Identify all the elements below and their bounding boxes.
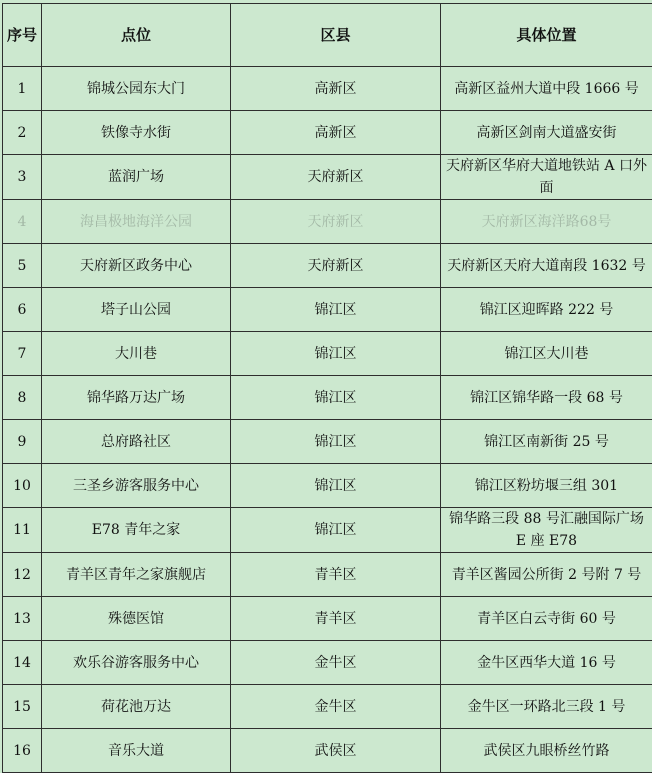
table-row [3,155,652,200]
cell-address: 锦江区大川巷 [441,332,652,376]
cell-address: 锦江区锦华路一段 68 号 [441,376,652,420]
cell-district: 金牛区 [231,641,441,685]
cell-district: 高新区 [231,67,441,111]
cell-index: 6 [3,288,42,332]
cell-index: 11 [3,508,42,553]
cell-site: 海昌极地海洋公园 [42,200,231,244]
cell-district: 金牛区 [231,685,441,729]
cell-site: 锦城公园东大门 [42,67,231,111]
header-address: 具体位置 [441,4,652,67]
cell-site: 天府新区政务中心 [42,244,231,288]
table-row [3,288,652,332]
cell-site: 殊德医馆 [42,597,231,641]
cell-site: E78 青年之家 [42,508,231,553]
cell-district: 锦江区 [231,420,441,464]
header-site: 点位 [42,4,231,67]
cell-address: 高新区剑南大道盛安街 [441,111,652,155]
cell-site: 锦华路万达广场 [42,376,231,420]
cell-index: 9 [3,420,42,464]
cell-site: 欢乐谷游客服务中心 [42,641,231,685]
table-row [3,376,652,420]
cell-district: 武侯区 [231,729,441,773]
cell-site: 音乐大道 [42,729,231,773]
cell-site: 大川巷 [42,332,231,376]
cell-site: 蓝润广场 [42,155,231,200]
table-row [3,729,652,773]
cell-address: 锦江区粉坊堰三组 301 [441,464,652,508]
table-row [3,508,652,553]
cell-site: 荷花池万达 [42,685,231,729]
cell-address: 金牛区西华大道 16 号 [441,641,652,685]
cell-index: 4 [3,200,42,244]
table-row [3,420,652,464]
cell-index: 7 [3,332,42,376]
cell-site: 铁像寺水街 [42,111,231,155]
cell-district: 青羊区 [231,597,441,641]
cell-index: 8 [3,376,42,420]
cell-site: 三圣乡游客服务中心 [42,464,231,508]
table-row [3,111,652,155]
cell-district: 高新区 [231,111,441,155]
cell-index: 15 [3,685,42,729]
cell-address: 武侯区九眼桥丝竹路 [441,729,652,773]
cell-district: 锦江区 [231,464,441,508]
cell-index: 16 [3,729,42,773]
header-district: 区县 [231,4,441,67]
cell-address: 天府新区华府大道地铁站 A 口外面 [441,155,652,200]
cell-site: 塔子山公园 [42,288,231,332]
cell-index: 12 [3,553,42,597]
cell-address: 金牛区一环路北三段 1 号 [441,685,652,729]
table-row [3,641,652,685]
cell-index: 5 [3,244,42,288]
cell-index: 10 [3,464,42,508]
table-row [3,200,652,244]
cell-index: 2 [3,111,42,155]
cell-address: 青羊区酱园公所街 2 号附 7 号 [441,553,652,597]
table-row [3,553,652,597]
cell-district: 锦江区 [231,508,441,553]
cell-index: 1 [3,67,42,111]
cell-address: 高新区益州大道中段 1666 号 [441,67,652,111]
cell-index: 3 [3,155,42,200]
cell-address: 锦江区迎晖路 222 号 [441,288,652,332]
header-row [3,4,652,67]
table-row [3,597,652,641]
cell-index: 14 [3,641,42,685]
table-row [3,685,652,729]
cell-address: 青羊区白云寺街 60 号 [441,597,652,641]
table-row [3,67,652,111]
locations-table [2,3,652,773]
cell-index: 13 [3,597,42,641]
cell-district: 天府新区 [231,244,441,288]
table-row [3,244,652,288]
cell-address: 天府新区天府大道南段 1632 号 [441,244,652,288]
cell-district: 锦江区 [231,332,441,376]
cell-address: 锦江区南新街 25 号 [441,420,652,464]
cell-district: 天府新区 [231,200,441,244]
cell-address: 天府新区海洋路68号 [441,200,652,244]
cell-district: 锦江区 [231,376,441,420]
cell-site: 总府路社区 [42,420,231,464]
table-row [3,464,652,508]
cell-district: 天府新区 [231,155,441,200]
header-index: 序号 [3,4,42,67]
cell-district: 锦江区 [231,288,441,332]
cell-address: 锦华路三段 88 号汇融国际广场 E 座 E78 [441,508,652,553]
cell-district: 青羊区 [231,553,441,597]
cell-site: 青羊区青年之家旗舰店 [42,553,231,597]
table-row [3,332,652,376]
